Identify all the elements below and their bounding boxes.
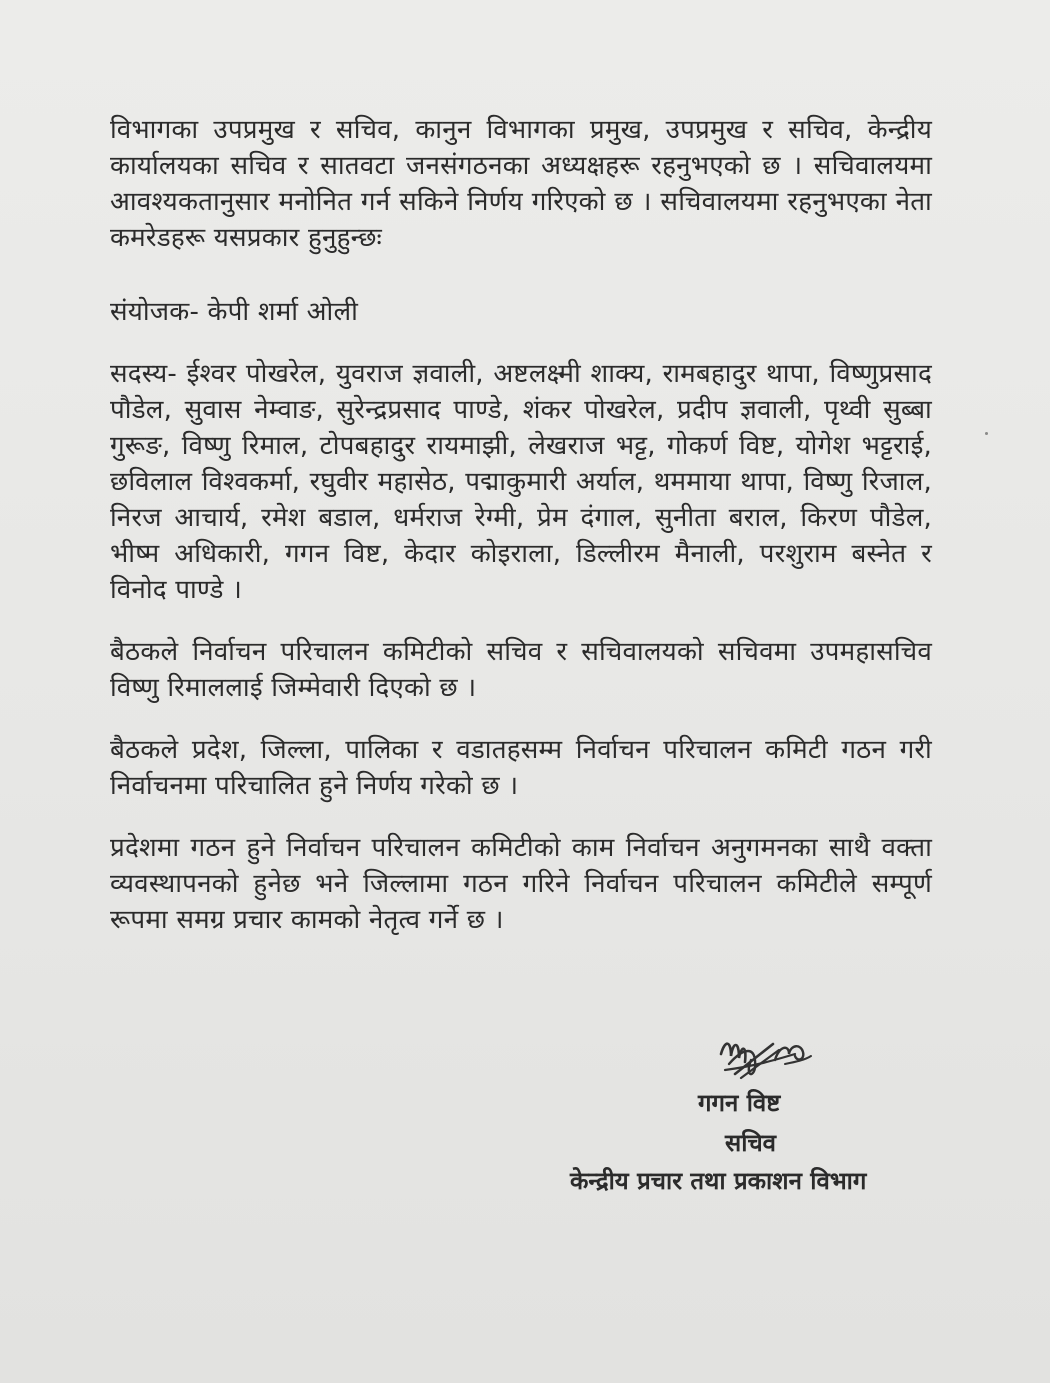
paragraph-secretariat-composition: विभागका उपप्रमुख र सचिव, कानुन विभागका प्रमुख, उपप्रमुख र सचिव, केन्द्रीय कार्यालयका सचिव र सातवटा जनसंगठनका अध्यक्षहरू रहनुभएको छ । सचिवालयमा आवश्यकतानुसार मनोनित गर्न सकिने निर्णय गरिएको छ । सचिवालयमा रहनुभएका नेता कमरेडहरू यसप्रकार हुनुहुन्छः	[110, 115, 932, 253]
paragraph-committee-formation: बैठकले प्रदेश, जिल्ला, पालिका र वडातहसम्म निर्वाचन परिचालन कमिटी गठन गरी निर्वाचनमा परिचालित हुने निर्णय गरेको छ ।	[110, 735, 932, 801]
paper-speck	[985, 432, 988, 435]
signatory-name: गगन विष्ट	[698, 1089, 781, 1117]
paragraph-committee-duties: प्रदेशमा गठन हुने निर्वाचन परिचालन कमिटीको काम निर्वाचन अनुगमनका साथै वक्ता व्यवस्थापनको हुनेछ भने जिल्लामा गठन गरिने निर्वाचन परिचालन कमिटीले सम्पूर्ण रूपमा समग्र प्रचार कामको नेतृत्व गर्ने छ ।	[110, 833, 932, 935]
signature-block	[560, 1030, 940, 1200]
paragraph-coordinator: संयोजक- केपी शर्मा ओली	[110, 297, 359, 327]
paragraph-secretary-assignment: बैठकले निर्वाचन परिचालन कमिटीको सचिव र सचिवालयको सचिवमा उपमहासचिव विष्णु रिमाललाई जिम्मेवारी दिएको छ ।	[110, 637, 932, 703]
signatory-department: केन्द्रीय प्रचार तथा प्रकाशन विभाग	[570, 1167, 867, 1195]
handwritten-signature-icon	[715, 1030, 815, 1086]
letter-body	[110, 112, 932, 964]
signatory-role: सचिव	[725, 1129, 777, 1157]
paragraph-members: सदस्य- ईश्वर पोखरेल, युवराज ज्ञवाली, अष्टलक्ष्मी शाक्य, रामबहादुर थापा, विष्णुप्रसाद पौडेल, सुवास नेम्वाङ, सुरेन्द्रप्रसाद पाण्डे, शंकर पोखरेल, प्रदीप ज्ञवाली, पृथ्वी सुब्बा गुरूङ, विष्णु रिमाल, टोपबहादुर रायमाझी, लेखराज भट्ट, गोकर्ण विष्ट, योगेश भट्टराई, छविलाल विश्वकर्मा, रघुवीर महासेठ, पद्माकुमारी अर्याल, थममाया थापा, विष्णु रिजाल, निरज आचार्य, रमेश बडाल, धर्मराज रेग्मी, प्रेम दंगाल, सुनीता बराल, किरण पौडेल, भीष्म अधिकारी, गगन विष्ट, केदार कोइराला, डिल्लीरम मैनाली, परशुराम बस्नेत र विनोद पाण्डे ।	[110, 359, 932, 605]
